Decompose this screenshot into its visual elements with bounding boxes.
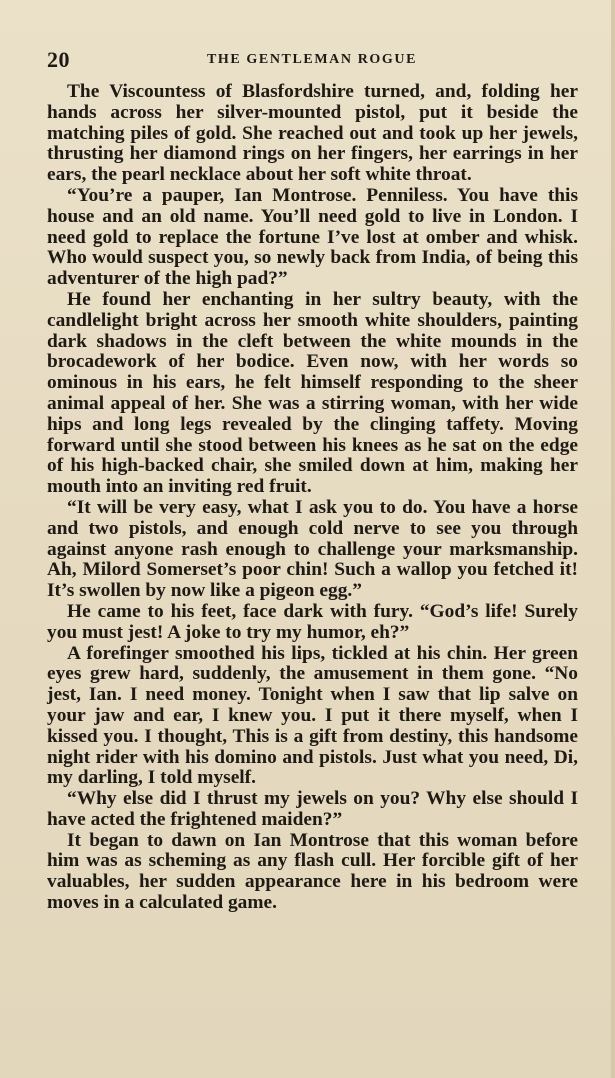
- paragraph: He found her enchanting in her sultry beauty, with the candlelight bright across her smooth white shoulders, painting dark shadows in the cleft between the white mounds in the brocadework of her bodice. Even now, with her words so ominous in his ears, he felt himself responding to the sheer animal appeal of her. She was a stirring woman, with her wide hips and long legs revealed by the clinging taffety. Moving forward until she stood between his knees as he sat on the edge of his high-backed chair, she smiled down at him, making her mouth into an inviting red fruit.: [47, 288, 578, 498]
- paragraph: “It will be very easy, what I ask you to do. You have a horse and two pistols, and enough cold nerve to see you through against anyone rash enough to challenge your marksmanship. Ah, Milord Somerset’s poor chin! Such a wallop you fetched it! It’s swollen by now like a pigeon egg.”: [47, 496, 578, 602]
- running-head: THE GENTLEMAN ROGUE: [206, 52, 418, 67]
- page-number: 20: [47, 47, 70, 72]
- paragraph: It began to dawn on Ian Montrose that this woman before him was as scheming as any flash cull. Her forcible gift of her valuables, her sudden appearance here in his bedroom were moves in a calculated game.: [47, 829, 578, 914]
- paragraph: The Viscountess of Blasfordshire turned, and, folding her hands across her silver-mounted pistol, put it beside the matching piles of gold. She reached out and took up her jewels, thrusting her diamond rings on her fingers, her earrings in her ears, the pearl necklace about her soft white throat.: [47, 81, 578, 186]
- paragraph: “You’re a pauper, Ian Montrose. Penniless. You have this house and an old name. You’ll need gold to live in London. I need gold to replace the fortune I’ve lost at omber and whisk. Who would suspect you, so newly back from India, of being this adventurer of the high pad?”: [47, 184, 578, 290]
- body-text: [47, 82, 578, 914]
- paragraph: “Why else did I thrust my jewels on you? Why else should I have acted the frightened maiden?”: [47, 788, 578, 830]
- paragraph: He came to his feet, face dark with fury. “God’s life! Surely you must jest! A joke to try my humor, eh?”: [47, 600, 578, 643]
- page-edge: [611, 0, 615, 1078]
- paragraph: A forefinger smoothed his lips, tickled at his chin. Her green eyes grew hard, suddenly, the amusement in them gone. “No jest, Ian. I need money. Tonight when I saw that lip salve on your jaw and ear, I knew you. I put it there myself, when I kissed you. I thought, This is a gift from destiny, this handsome night rider with his domino and pistols. Just what you need, Di, my darling, I told myself.: [47, 642, 578, 789]
- page-header: [47, 48, 577, 72]
